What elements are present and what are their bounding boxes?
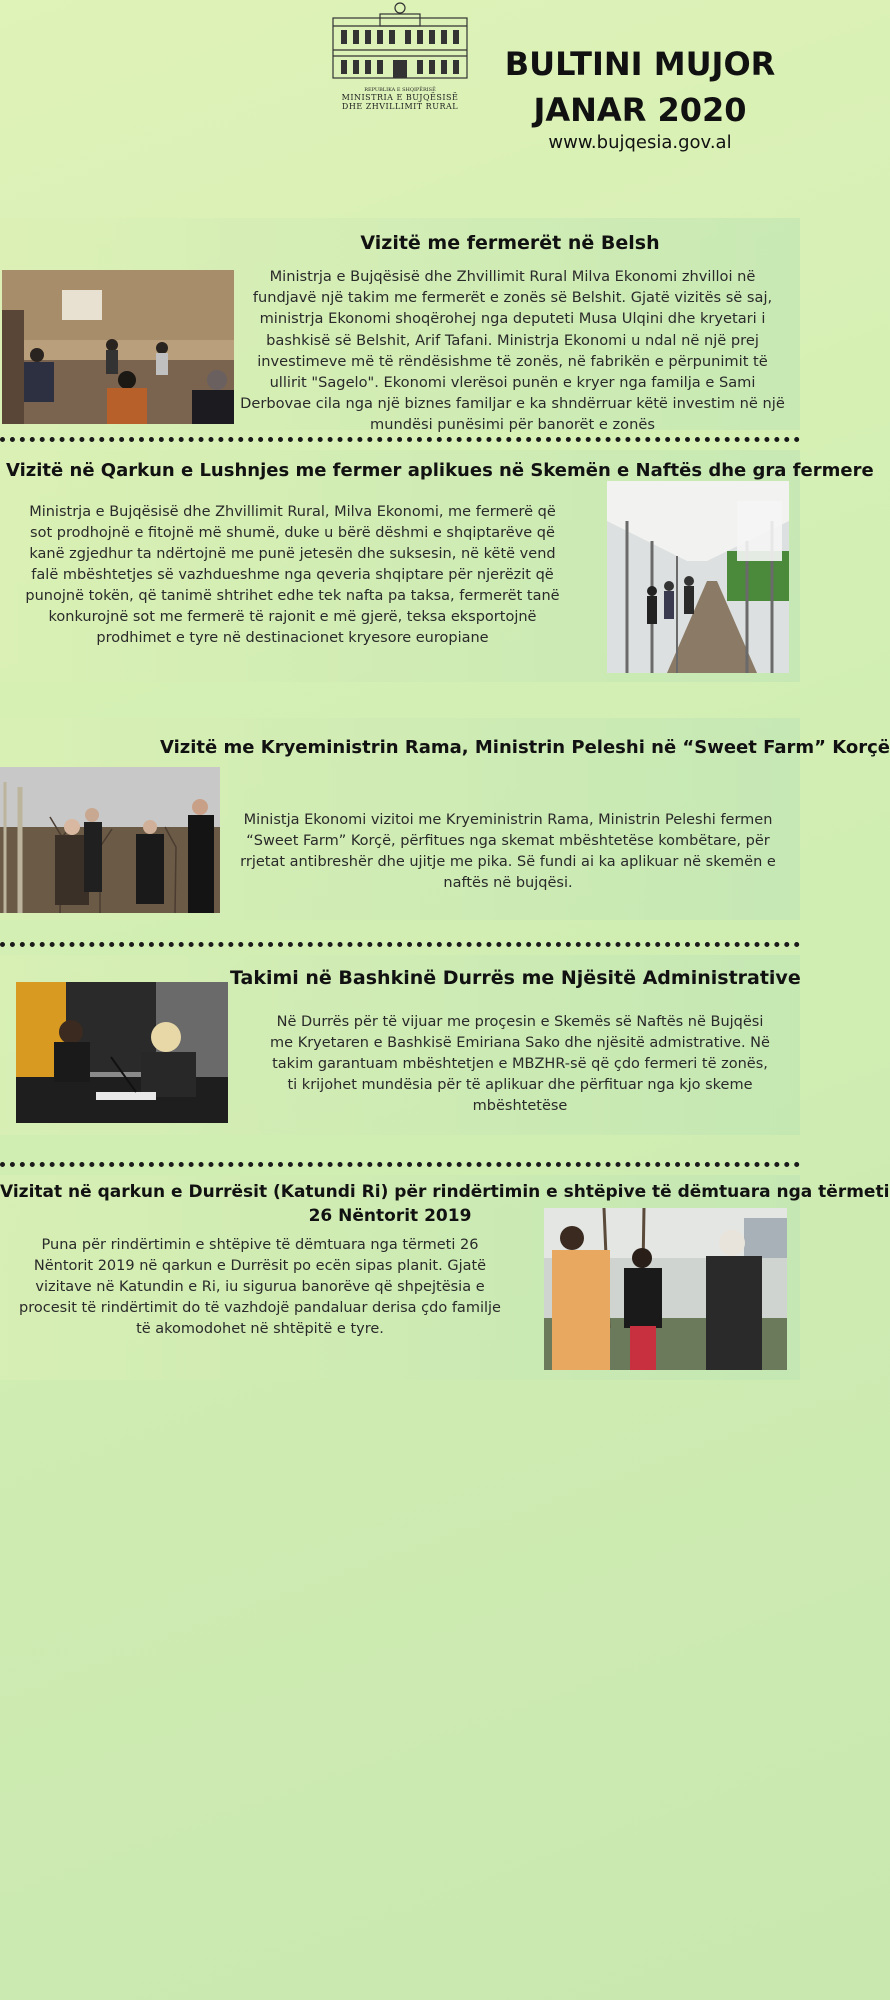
ministry-building-icon	[325, 0, 475, 80]
greenhouse-photo	[607, 481, 789, 673]
orchard-photo	[0, 767, 220, 913]
article-2-body: Ministrja e Bujqësisë dhe Zhvillimit Rural, Milva Ekonomi, me fermerë që sot prodhojnë e fitojnë më shumë, duke u bërë dëshmi e shqiptarëve që kanë zgjedhur ta ndërtojnë me punë jetesën dhe suksesin, në këtë vend falë mbështetjes së vazhdueshme nga qeveria shqiptare për njerëzit që punojnë tokën, që tanimë shtrihet edhe tek nafta pa taksa, fermerët tanë konkurojnë sot me fermerë të rajonit e më gjerë, teksa eksportojnë prodhimet e tyre në destinacionet kryesore europiane	[25, 504, 560, 646]
logo-country-text: REPUBLIKA E SHQIPËRISË	[364, 87, 436, 93]
article-4-title: Takimi në Bashkinë Durrës me Njësitë Administrative	[230, 967, 801, 989]
article-4-body: Në Durrës për të vijuar me proçesin e Skemës së Naftës në Bujqësi me Kryetaren e Bashkisë Emiriana Sako dhe njësitë admistrative. Në takim garantuam mbështetjen e MBZHR-së që çdo fermeri të zonës, ti krijohet mundësia për të aplikuar dhe përfituar nga kjo skeme mbështetëse	[270, 1014, 770, 1114]
section-divider	[0, 1162, 800, 1167]
article-5-date: 26 Nëntorit 2019	[308, 1206, 472, 1226]
article-3-title: Vizitë me Kryeministrin Rama, Ministrin Peleshi në “Sweet Farm” Korçë	[160, 737, 890, 758]
logo-ministry-text: MINISTRIA E BUJQËSISË	[341, 93, 459, 102]
bulletin-title: BULTINI MUJOR	[504, 45, 776, 83]
article-5-title: Vizitat në qarkun e Durrësit (Katundi Ri) për rindërtimin e shtëpive të dëmtuara nga tërmeti	[0, 1182, 890, 1202]
bulletin-date: JANAR 2020	[533, 91, 747, 129]
article-1-body: Ministrja e Bujqësisë dhe Zhvillimit Rural Milva Ekonomi zhvilloi në fundjavë një takim me fermerët e zonës së Belshit. Gjatë vizitës së saj, ministrja Ekonomi shoqërohej nga deputeti Musa Ulqini dhe kryetari i bashkisë së Belshit, Arif Tafani. Ministrja Ekonomi u ndal në një prej investimeve më të rëndësishme të zonës, në fabrikën e përpunimit të ullirit "Sagelo". Ekonomi vlerësoi punën e kryer nga familja e Sami Derbovae cila nga një biznes familjar e ka shndërruar këtë investim në një mundësi punësimi për banorët e zonës	[240, 268, 785, 434]
section-divider	[0, 942, 800, 947]
website-link[interactable]: www.bujqesia.gov.al	[548, 132, 732, 153]
article-2-title: Vizitë në Qarkun e Lushnjes me fermer aplikues në Skemën e Naftës dhe gra fermere	[6, 460, 874, 481]
village-visit-photo	[544, 1208, 787, 1370]
ministry-logo	[325, 0, 475, 112]
logo-ministry-text-2: DHE ZHVILLIMIT RURAL	[341, 102, 459, 111]
article-5-body: Puna për rindërtimin e shtëpive të dëmtuara nga tërmeti 26 Nëntorit 2019 në qarkun e Durrësit po ecën sipas planit. Gjatë vizitave në Katundin e Ri, iu sigurua banorëve që shpejtësia e procesit të rindërtimit do të vazhdojë pandaluar derisa çdo familje të akomodohet në shtëpitë e tyre.	[19, 1237, 501, 1337]
article-3-body: Ministja Ekonomi vizitoi me Kryeministrin Rama, Ministrin Peleshi fermen “Sweet Farm” Korçë, përfitues nga skemat mbështetëse kombëtare, për rrjetat antibreshër dhe ujitje me pika. Së fundi ai ka aplikuar në skemën e naftës në bujqësi.	[240, 812, 776, 891]
conference-photo	[16, 982, 228, 1123]
section-divider	[0, 437, 800, 442]
article-1-title: Vizitë me fermerët në Belsh	[360, 232, 660, 254]
meeting-hall-photo	[2, 270, 234, 424]
